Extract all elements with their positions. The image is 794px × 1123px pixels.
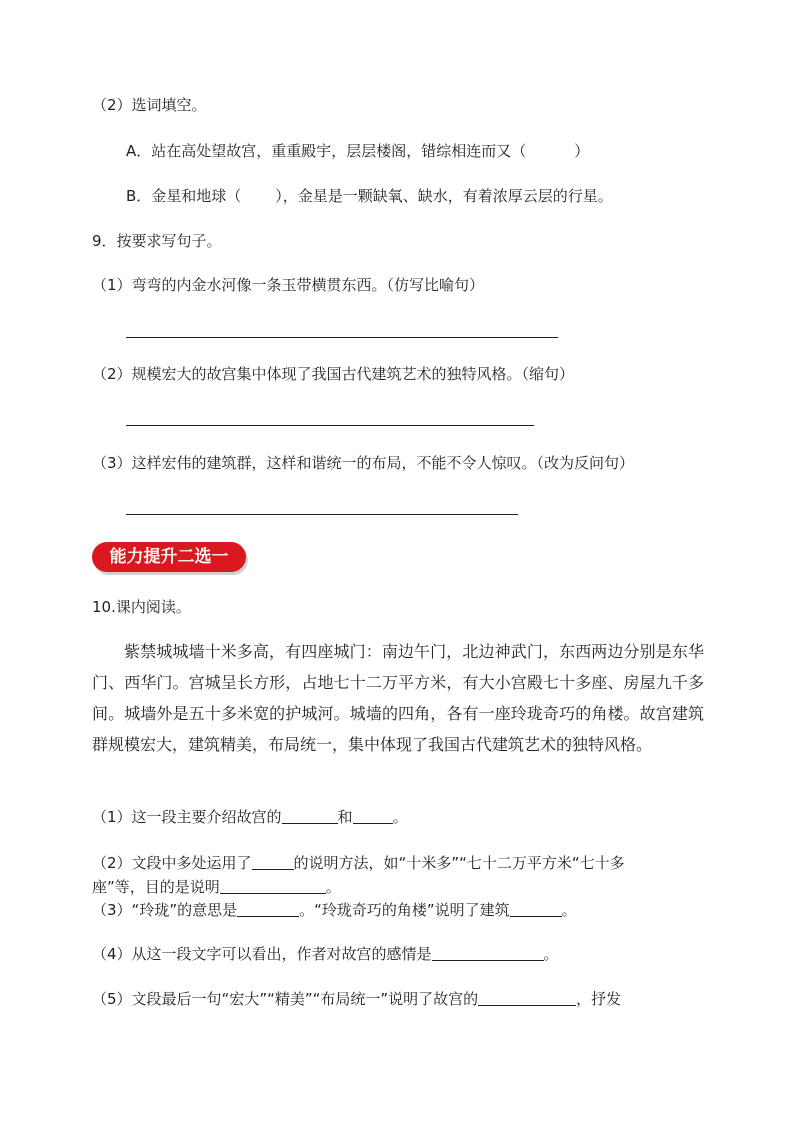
q10-sub-5 [92,988,621,1010]
q9-item-1: （1）弯弯的内金水河像一条玉带横贯东西。（仿写比喻句） [92,276,485,294]
q10-sub-5-text-a: （5）文段最后一句“宏大”“精美”“布局统一”说明了故宫的 [92,990,479,1008]
q10-sub-5-blank-1[interactable] [478,989,576,1006]
q10-sub-4 [92,943,559,965]
q10-sub-2-text-c: 座”等，目的是说明 [92,878,220,896]
q10-sub-2-blank-1[interactable] [252,853,294,870]
q10-passage: 紫禁城城墙十米多高，有四座城门：南边午门，北边神武门，东西两边分别是东华门、西华门。宫城呈长方形，占地七十二万平方米，有大小宫殿七十多座、房屋九千多间。城墙外是五十多米宽的护城河。城墙的四角，各有一座玲珑奇巧的角楼。故宫建筑群规模宏大，建筑精美，布局统一，集中体现了我国古代建筑艺术的独特风格。 [92,642,704,754]
q9-answer-line-2[interactable] [126,425,534,426]
q10-sub-2-text-b: 的说明方法，如“十米多”“七十二万平方米“七十多 [293,854,625,872]
q10-sub-1-blank-2[interactable] [353,807,393,824]
q10-sub-1 [92,806,408,828]
q10-title: 10.课内阅读。 [92,598,191,616]
q8-part2-label: （2）选词填空。 [92,96,207,114]
section-badge: 能力提升二选一 [92,542,246,572]
q10-sub-1-text-c: 。 [392,808,408,826]
q10-sub-3-text-a: （3）“玲珑”的意思是 [92,901,238,919]
q10-sub-1-text-b: 和 [337,808,353,826]
q9-answer-line-3[interactable] [126,514,518,515]
q10-sub-4-text-a: （4）从这一段文字可以看出，作者对故宫的感情是 [92,945,432,963]
q9-title: 9．按要求写句子。 [92,232,222,250]
q10-sub-3-text-b: 。“玲珑奇巧的角楼”说明了建筑 [299,901,510,919]
q10-sub-2 [92,852,625,874]
q8-option-a-text: A．站在高处望故宫，重重殿宇，层层楼阁，错综相连而又（ [126,142,527,160]
q10-sub-2-blank-2[interactable] [220,877,326,894]
q10-sub-2-text-a: （2）文段中多处运用了 [92,854,252,872]
q8-option-b-prefix: B．金星和地球（ [126,187,242,205]
q10-sub-3 [92,899,577,921]
q10-sub-4-blank-1[interactable] [432,944,544,961]
q8-option-a [126,140,589,162]
q10-sub-1-text-a: （1）这一段主要介绍故宫的 [92,808,282,826]
q9-item-2: （2）规模宏大的故宫集中体现了我国古代建筑艺术的独特风格。（缩句） [92,365,575,383]
q10-sub-2-text-d: 。 [325,878,341,896]
q8-option-b [126,185,613,207]
q10-sub-1-blank-1[interactable] [282,807,338,824]
q8-option-b-suffix: ），金星是一颗缺氧、缺水，有着浓厚云层的行星。 [275,187,613,205]
q9-item-3: （3）这样宏伟的建筑群，这样和谐统一的布局，不能不令人惊叹。（改为反问句） [92,454,635,472]
q10-sub-3-blank-1[interactable] [237,900,299,917]
q9-answer-line-1[interactable] [126,337,558,338]
q10-sub-4-text-b: 。 [543,945,559,963]
q10-sub-3-blank-2[interactable] [510,900,562,917]
q10-sub-5-text-b: ，抒发 [576,990,622,1008]
q8-option-a-close: ） [574,142,590,160]
q10-sub-3-text-c: 。 [561,901,577,919]
q10-sub-2-cont [92,876,341,898]
